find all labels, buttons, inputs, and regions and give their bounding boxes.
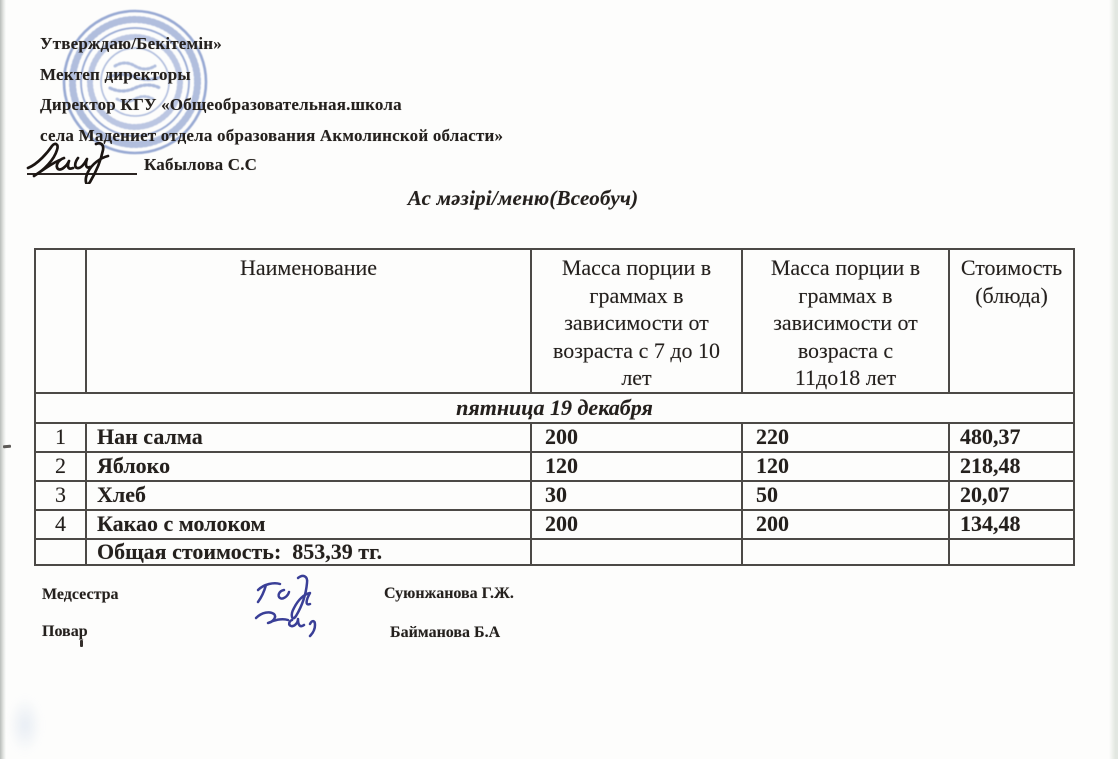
cell-dish-name: Яблоко [86,452,531,481]
header-line: (блюда) [975,282,1048,308]
cell-empty [35,539,86,565]
staff-signatures [250,570,340,640]
header-line: 11до18 лет [794,365,897,390]
scan-artifact-dash [3,445,11,448]
signer-name: Кабылова С.С [144,155,258,174]
cell-cost: 134,48 [949,510,1074,539]
approval-block [40,29,640,151]
cell-number: 1 [35,423,86,452]
cook-name: Байманова Б.А [390,624,501,641]
header-line: зависимости от [773,310,918,335]
cell-empty [949,539,1074,565]
col-header-mass-7-10 [531,249,742,393]
cell-mass-7-10: 200 [531,423,742,452]
table-row [35,510,1074,539]
cell-cost: 20,07 [949,481,1074,510]
cell-dish-name: Нан салма [86,423,531,452]
menu-table [34,248,1075,566]
header-line: зависимости от [564,310,709,335]
cell-mass-11-18: 120 [742,452,949,481]
scan-smudge [8,696,42,754]
cell-mass-11-18: 220 [742,423,949,452]
header-line: Масса порции в [770,255,921,280]
scan-edge-right [1109,0,1118,759]
table-header-row [35,249,1074,393]
cell-mass-11-18: 200 [742,510,949,539]
header-line: Масса порции в [561,255,712,280]
cell-number: 2 [35,452,86,481]
header-line: граммах в [589,282,684,308]
table-row [35,423,1074,452]
scan-artifact-dot [80,640,83,647]
day-section-label: пятница 19 декабря [35,393,1074,423]
col-header-cost [949,249,1074,393]
cell-cost: 218,48 [949,452,1074,481]
cell-number: 3 [35,481,86,510]
cell-dish-name: Хлеб [86,481,531,510]
role-nurse-label: Медсестра [42,586,119,603]
col-header-name: Наименование [86,249,531,393]
header-line: возраста с [797,337,894,363]
cell-dish-name: Какао с молоком [86,510,531,539]
header-line: возраста с 7 до 10 [552,337,721,363]
col-header-number [35,249,86,393]
header-line: Стоимость [960,255,1063,280]
cell-mass-11-18: 50 [742,481,949,510]
cell-empty [742,539,949,565]
role-cook-label: Повар [42,623,88,640]
director-signature [24,140,144,184]
document-title: Ас мәзірі/меню(Всеобуч) [407,186,639,210]
approval-line: Утверждаю/Бекітемін» [40,34,222,53]
total-cost-label: Общая стоимость: 853,39 тг. [86,539,531,565]
approval-line: Мектеп директоры [40,64,191,84]
cell-mass-7-10: 200 [531,510,742,539]
header-line: лет [621,365,652,390]
day-section-row [35,393,1074,423]
cell-number: 4 [35,510,86,539]
table-row [35,481,1074,510]
nurse-name: Суюнжанова Г.Ж. [384,585,514,602]
total-row [35,539,1074,565]
cell-empty [531,539,742,565]
approval-line: Директор КГУ «Общеобразовательная.школа [40,95,402,114]
cell-mass-7-10: 30 [531,481,742,510]
header-line: граммах в [798,282,893,308]
cell-mass-7-10: 120 [531,452,742,481]
approval-line: села Мадениет отдела образования Акмолинской области» [40,125,504,145]
scan-edge-left [0,0,6,759]
col-header-mass-11-18 [742,249,949,393]
cell-cost: 480,37 [949,423,1074,452]
table-row [35,452,1074,481]
